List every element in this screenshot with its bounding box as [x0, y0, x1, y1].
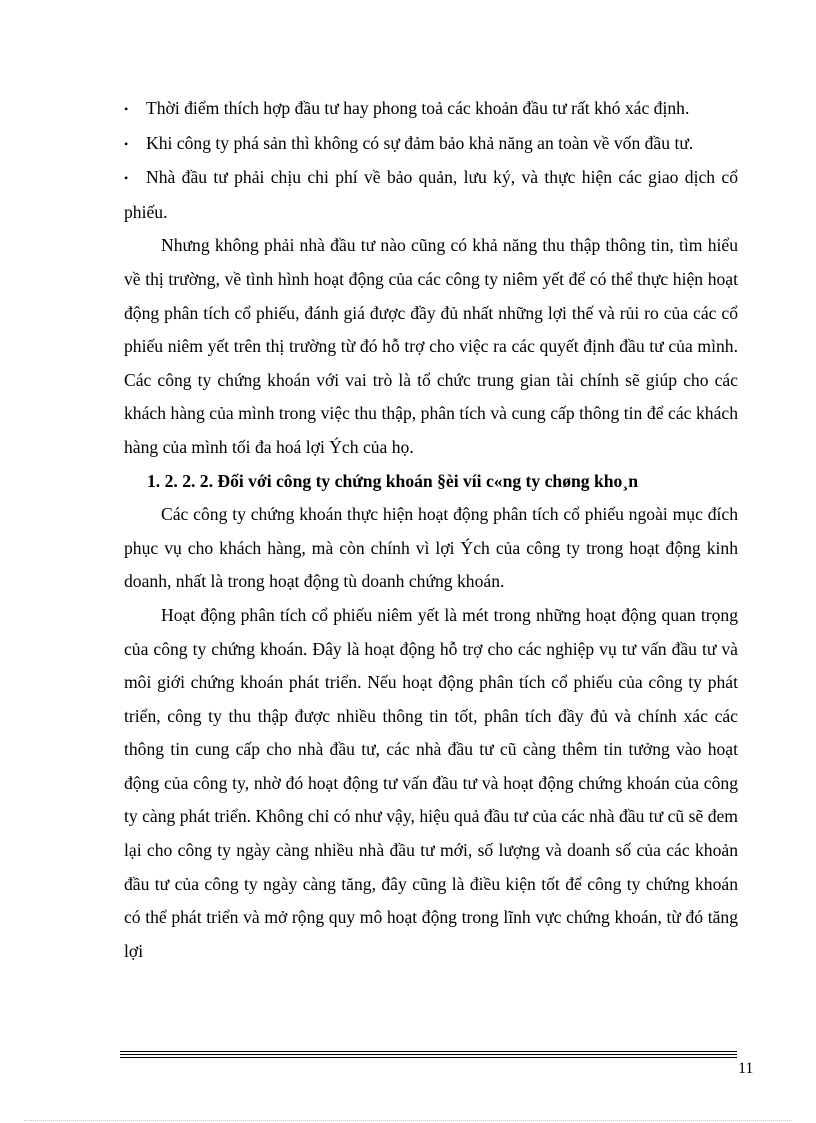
paragraph-investor-info: Nhưng không phải nhà đầu tư nào cũng có khả năng thu thập thông tin, tìm hiểu về thị trường, về tình hình hoạt động của các công ty niêm yết để có thể thực hiện hoạt động phân tích cổ phiếu, đánh giá được đầy đủ nhất những lợi thế và rủi ro của các cổ phiếu niêm yết trên thị trường từ đó hỗ trợ cho việc ra các quyết định đầu tư của mình. Các công ty chứng khoán với vai trò là tổ chức trung gian tài chính sẽ giúp cho các khách hàng của mình trong việc thu thập, phân tích và cung cấp thông tin để các khách hàng của mình tối đa hoá lợi Ých của họ. — [124, 235, 738, 457]
bullet-text: Khi công ty phá sản thì không có sự đảm bảo khả năng an toàn về vốn đầu tư. — [146, 132, 694, 153]
paragraph-analysis-importance: Hoạt động phân tích cổ phiếu niêm yết là mét trong những hoạt động quan trọng của công ty chứng khoán. Đây là hoạt động hỗ trợ cho các nghiệp vụ tư vấn đầu tư và môi giới chứng khoán phát triển. Nếu hoạt động phân tích cổ phiếu của công ty phát triển, công ty thu thập được nhiều thông tin tốt, phân tích đầy đủ và chính xác các thông tin cung cấp cho nhà đầu tư, các nhà đầu tư cũ càng thêm tin tưởng vào hoạt động của công ty, nhờ đó hoạt động tư vấn đầu tư và hoạt động chứng khoán của công ty càng phát triển. Không chỉ có như vậy, hiệu quả đầu tư của các nhà đầu tư cũ sẽ đem lại cho công ty ngày càng nhiều nhà đầu tư mới, số lượng và doanh số của các khoản đầu tư của công ty ngày càng tăng, đây cũng là điều kiện tốt để công ty chứng khoán có thể phát triển và mở rộng quy mô hoạt động trong lĩnh vực chứng khoán, từ đó tăng lợi — [124, 604, 738, 961]
paragraph-company-purpose: Các công ty chứng khoán thực hiện hoạt động phân tích cổ phiếu ngoài mục đích phục vụ cho khách hàng, mà còn chính vì lợi Ých của công ty trong hoạt động kinh doanh, nhất là trong hoạt động tù doanh chứng khoán. — [124, 504, 738, 592]
section-heading: 1. 2. 2. 2. Đối với công ty chứng khoán §èi víi c«ng ty chøng kho¸n — [147, 470, 638, 491]
bullet-text: Thời điểm thích hợp đầu tư hay phong toả các khoản đầu tư rất khó xác định. — [146, 98, 690, 118]
bullet-item-3 — [124, 161, 738, 229]
page-edge-divider — [24, 1120, 792, 1121]
footer-rule — [120, 1054, 737, 1055]
footer-rule — [120, 1057, 737, 1058]
bullet-icon: • — [124, 136, 129, 151]
footer-rule — [120, 1051, 737, 1052]
bullet-text: Nhà đầu tư phải chịu chi phí về bảo quản, lưu ký, và thực hiện các giao dịch cổ phiếu. — [124, 167, 738, 222]
bullet-item-2 — [124, 127, 738, 162]
bullet-icon: • — [124, 171, 129, 186]
bullet-icon: • — [124, 102, 129, 116]
page-body — [124, 92, 738, 968]
page-number: 11 — [738, 1060, 754, 1077]
bullet-item-1 — [124, 92, 738, 127]
